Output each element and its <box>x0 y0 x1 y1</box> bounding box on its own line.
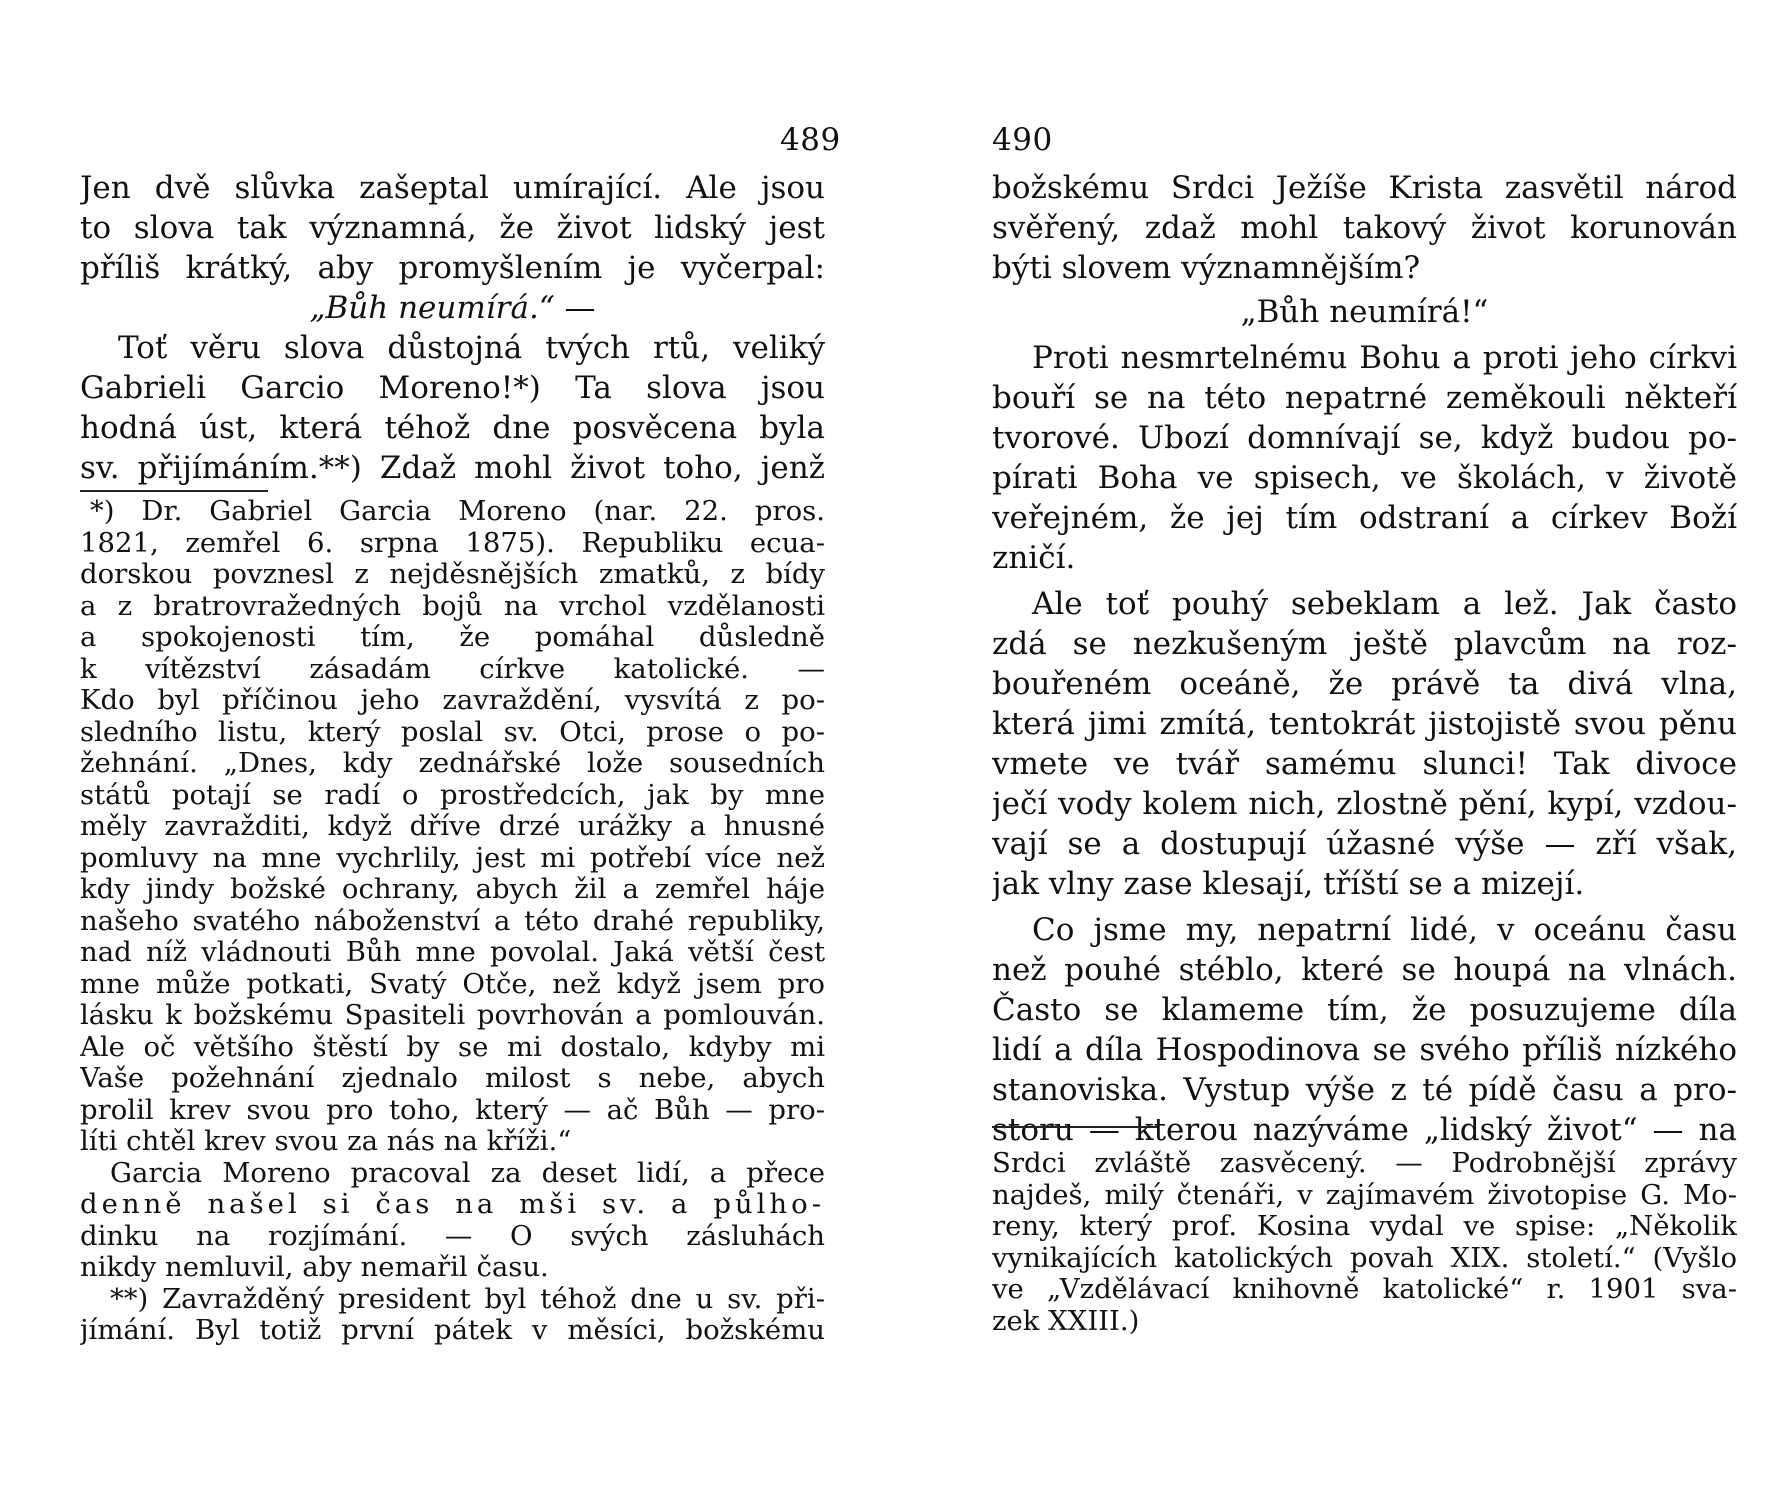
footnote-line: **) Zavražděný president byl téhož dne u sv. při- <box>110 1283 825 1315</box>
footnote-line: žehnání. „Dnes, kdy zednářské lože sousedních <box>80 748 825 779</box>
text-line: býti slovem významnějším? <box>992 250 1421 286</box>
text-line: tvorové. Ubozí domnívají se, když budou po- <box>992 420 1737 456</box>
footnote-rule <box>992 1126 1157 1128</box>
text-line: storu — kterou nazýváme „lidský život“ — na <box>992 1112 1737 1148</box>
text-line: příliš krátký, aby promyšlením je vyčerpal: <box>80 250 825 286</box>
text-line: pírati Boha ve spisech, ve školách, v životě <box>992 460 1737 496</box>
text-line: která jimi zmítá, tentokrát jistojistě svou pěnu <box>992 706 1737 742</box>
text-line: lidí a díla Hospodinova se svého příliš nízkého <box>992 1032 1737 1068</box>
footnote-line: kdy jindy božské ochrany, abych žil a zemřel háje <box>80 874 825 905</box>
page-number: 490 <box>992 122 1053 158</box>
footnote-line: a spokojenosti tím, že pomáhal důsledně <box>80 622 825 653</box>
footnote-line: líti chtěl krev svou za nás na kříži.“ <box>80 1126 572 1157</box>
footnote-line: mne může potkati, Svatý Otče, než když jsem pro <box>80 968 825 1000</box>
footnote-line: našeho svatého náboženství a této drahé republiky, <box>80 905 825 937</box>
text-line: vmete ve tvář samému slunci! Tak divoce <box>992 746 1737 782</box>
text-line: zničí. <box>992 540 1076 576</box>
text-line: vají se a dostupují úžasné výše — zří však, <box>992 826 1737 862</box>
text-line: sv. přijímáním.**) Zdaž mohl život toho, jenž <box>80 450 825 486</box>
text-line: svěřený, zdaž mohl takový život korunován <box>992 210 1737 246</box>
footnote-line: jímání. Byl totiž první pátek v měsíci, božskému <box>80 1315 825 1346</box>
footnote-line: Kdo byl příčinou jeho zavraždění, vysvítá z po- <box>80 685 825 716</box>
text-line: Jen dvě slůvka zašeptal umírající. Ale jsou <box>80 170 825 206</box>
footnote-line: vynikajících katolických povah XIX. století.“ (Vyšlo <box>992 1242 1737 1274</box>
text-line: Toť věru slova důstojná tvých rtů, veliký <box>118 330 825 366</box>
main-text <box>992 168 1737 1150</box>
footnotes <box>992 1148 1737 1337</box>
text-line: Co jsme my, nepatrní lidé, v oceánu času <box>1032 912 1737 948</box>
text-line: veřejném, že jej tím odstraní a církev Boží <box>992 500 1737 536</box>
text-line: to slova tak významná, že život lidský jest <box>80 210 825 246</box>
footnote-line: pomluvy na mne vychrlily, jest mi potřebí více než <box>80 842 825 874</box>
footnote-line: ve „Vzdělávací knihovně katolické“ r. 1901 sva- <box>992 1274 1737 1305</box>
page-number: 489 <box>780 122 841 158</box>
footnote-line: států potají se radí o prostředcích, jak by mne <box>80 779 825 811</box>
text-line-quote: „Bůh neumírá.“ — <box>309 290 596 326</box>
text-line: bouří se na této nepatrné zeměkouli někteří <box>992 380 1737 416</box>
text-line: hodná úst, která téhož dne posvěcena byla <box>80 410 825 446</box>
text-line: stanoviska. Vystup výše z té pídě času a pro- <box>992 1072 1737 1108</box>
text-line: bouřeném oceáně, že právě ta divá vlna, <box>992 666 1737 702</box>
footnote-line: lásku k božskému Spasiteli povrhován a pomlouván. <box>80 1000 825 1031</box>
footnote-line: Ale oč většího štěstí by se mi dostalo, kdyby mi <box>80 1031 825 1063</box>
footnote-line: reny, který prof. Kosina vydal ve spise: „Několik <box>992 1211 1737 1242</box>
footnote-line: Garcia Moreno pracoval za deset lidí, a přece <box>110 1157 825 1189</box>
footnote-line: dinku na rozjímání. — O svých zásluhách <box>80 1220 825 1252</box>
footnote-line: nad níž vládnouti Bůh mne povolal. Jaká větší čest <box>80 937 825 968</box>
text-line: Proti nesmrtelnému Bohu a proti jeho církvi <box>1032 340 1737 376</box>
footnote-line: denně našel si čas na mši sv. a půlho- <box>80 1189 825 1220</box>
footnote-line: prolil krev svou pro toho, který — ač Bůh — pro- <box>80 1094 825 1126</box>
footnote-line: zek XXIII.) <box>992 1305 1140 1337</box>
main-text <box>80 168 825 488</box>
text-line: Často se klameme tím, že posuzujeme díla <box>992 992 1737 1028</box>
text-line: Gabrieli Garcio Moreno!*) Ta slova jsou <box>80 370 825 406</box>
footnote-line: k vítězství zásadám církve katolické. — <box>80 653 825 685</box>
text-line: než pouhé stéblo, které se houpá na vlnách. <box>992 952 1737 988</box>
footnote-line: Vaše požehnání zjednalo milost s nebe, abych <box>80 1063 825 1094</box>
footnotes <box>80 496 825 1347</box>
right-page <box>896 0 1792 1500</box>
footnote-line: dorskou povznesl z nejděsnějších zmatků, z bídy <box>80 559 825 590</box>
footnote-line: nikdy nemluvil, aby nemařil času. <box>80 1252 549 1283</box>
text-line-quote: „Bůh neumírá!“ <box>1240 294 1489 330</box>
footnote-line: Srdci zvláště zasvěcený. — Podrobnější zprávy <box>992 1148 1737 1179</box>
footnote-line: *) Dr. Gabriel Garcia Moreno (nar. 22. pros. <box>90 496 825 527</box>
footnote-line: a z bratrovražedných bojů na vrchol vzdělanosti <box>80 590 825 622</box>
footnote-line: sledního listu, který poslal sv. Otci, prose o po- <box>80 716 825 748</box>
footnote-line: měly zavražditi, když dříve drzé urážky a hnusné <box>80 811 825 842</box>
footnote-rule <box>80 490 268 492</box>
footnote-line: najdeš, milý čtenáři, v zajímavém životopise G. Mo- <box>992 1179 1737 1211</box>
footnote-line: 1821, zemřel 6. srpna 1875). Republiku ecua- <box>80 527 825 559</box>
text-line: ječí vody kolem nich, zlostně pění, kypí, vzdou- <box>992 786 1737 822</box>
text-line: Ale toť pouhý sebeklam a lež. Jak často <box>1032 586 1737 622</box>
text-line: zdá se nezkušeným ještě plavcům na roz- <box>992 626 1737 662</box>
text-line: jak vlny zase klesají, tříští se a mizejí. <box>992 866 1585 902</box>
text-line: božskému Srdci Ježíše Krista zasvětil národ <box>992 170 1737 206</box>
